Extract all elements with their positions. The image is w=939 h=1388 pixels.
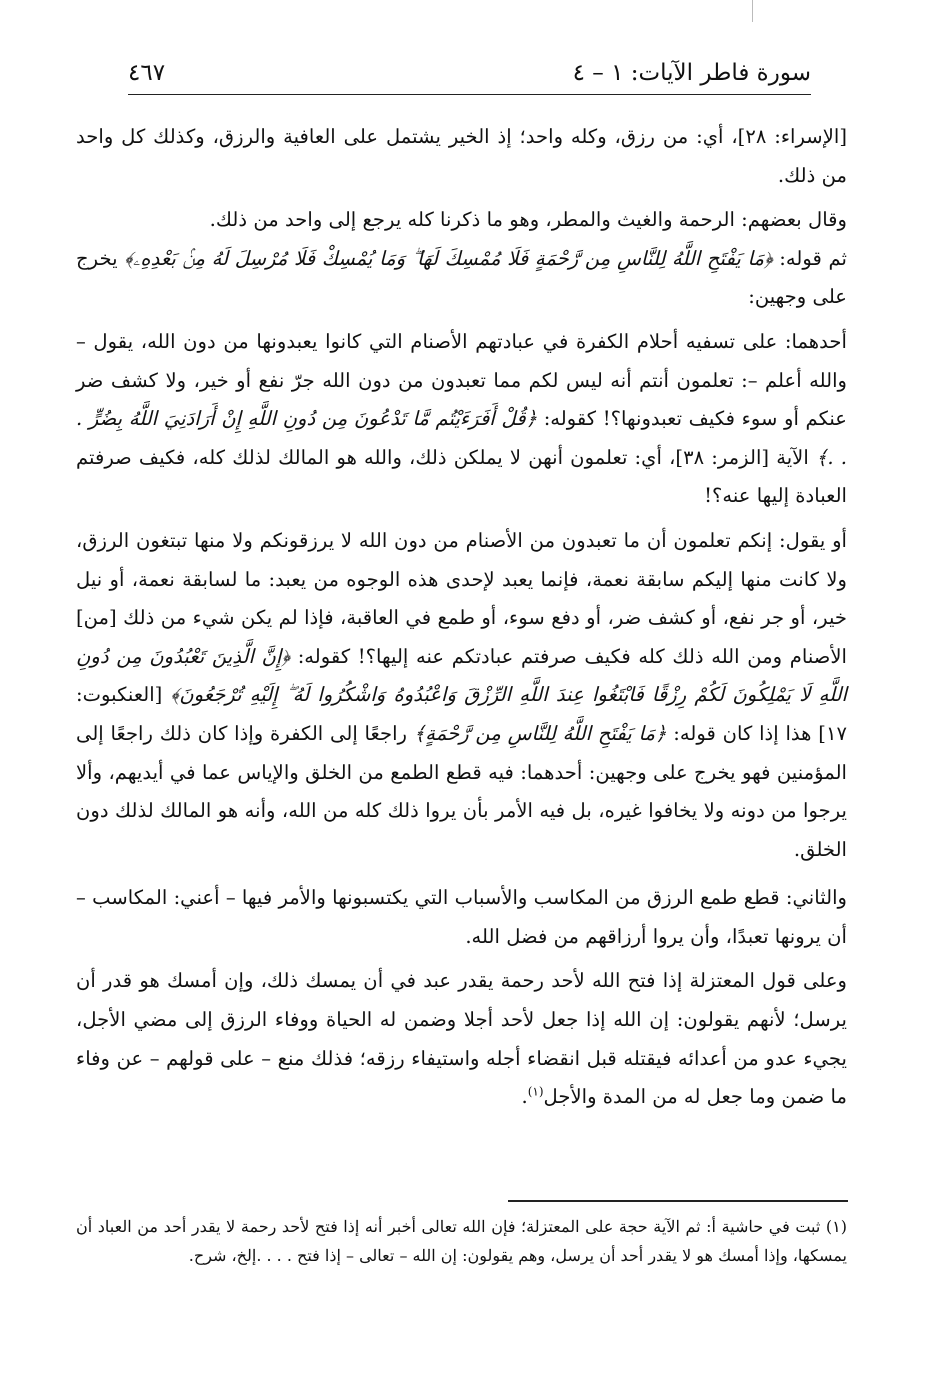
footnote-reference-1[interactable]: (١) xyxy=(527,1084,544,1099)
main-text xyxy=(76,118,847,1117)
paragraph-6-text: والثاني: قطع طمع الرزق من المكاسب والأسباب التي يكتسبونها والأمر فيها – أعني: المكاسب – أن يرونها تعبدًا، وأن يروا أرزاقهم من فضل الله. xyxy=(76,886,847,948)
quran-verse-zumar-38: ﴿قُلْ أَفَرَءَيْتُم مَّا تَدْعُونَ مِن دُونِ اللَّهِ إِنْ أَرَادَنِيَ اللَّهُ بِضُرٍّ . . .﴾ xyxy=(76,407,848,469)
paragraph-6 xyxy=(76,879,847,956)
paragraph-5 xyxy=(76,522,847,869)
quran-verse-fatir-2-short: ﴿مَا يَفْتَحِ اللَّهُ لِلنَّاسِ مِن رَّحْمَةٍ﴾ xyxy=(413,721,667,745)
paragraph-4-text-a: أحدهما: على تسفيه أحلام الكفرة في عبادتهم الأصنام التي كانوا يعبدونها من دون الله، يقول – والله أعلم –: تعلمون أنتم أنه ليس لكم مما تعبدون من دون الله جرّ نفع أو خير، ولا كشف ضر عنكم أو سوء فكيف تعبدونها؟! كقوله: xyxy=(76,329,847,431)
footnote-divider xyxy=(508,1200,848,1202)
paragraph-4-text-b: الآية [الزمر: ٣٨]، أي: تعلمون أنهن لا يملكن ذلك، والله هو المالك لذلك كله، فكيف صرفتم العبادة إليها عنه؟! xyxy=(76,445,847,508)
paragraph-7-end: . xyxy=(521,1085,528,1109)
paragraph-5-text-b: [العنكبوت: ١٧] هذا إذا كان قوله: xyxy=(76,683,847,745)
paragraph-1-text: [الإسراء: ٢٨]، أي: من رزق، وكله واحد؛ إذ الخير يشتمل على العافية والرزق، وكذلك كل واحد من ذلك. xyxy=(76,125,847,187)
paragraph-2 xyxy=(76,201,847,240)
paragraph-7 xyxy=(76,962,847,1116)
paragraph-3-intro: ثم قوله: xyxy=(779,246,847,270)
paragraph-4 xyxy=(76,323,847,516)
binding-edge-line xyxy=(752,0,753,22)
footnote-1: (١) ثبت في حاشية أ: ثم الآية حجة على المعتزلة؛ فإن الله تعالى أخبر أنه إذا فتح لأحد رحمة لا يقدر أحد من العباد أن يمسكها، وإذا أمسك هو لا يقدر أحد أن يرسل، وهم يقولون: إن الله – تعالى – إذا فتح . . . .إلخ، شرح. xyxy=(76,1217,847,1265)
paragraph-5-text-a: أو يقول: إنكم تعلمون أن ما تعبدون من الأصنام من دون الله لا يرزقونكم ولا منها تبتغون الرزق، ولا كانت منها إليكم سابقة نعمة، فإنما يعبد لإحدى هذه الوجوه من يعبد: ما لسابقة نعمة، أو نيل خير، أو جر نفع، أو كشف ضر، أو دفع سوء، أو طمع في العاقبة، فإذا لم يكن شيء من ذلك [من] الأصنام ومن الله ذلك كله فكيف صرفتم عبادتكم عنه إليها؟! كقوله: xyxy=(76,528,848,668)
paragraph-7-text: وعلى قول المعتزلة إذا فتح الله لأحد رحمة يقدر عبد في أن يمسك ذلك، وإن أمسك هو قدر أن يرسل؛ لأنهم يقولون: إن الله إذا جعل لأحد أجلا وضمن له الحياة ووفاء الرزق إلى مضي الأجل، يجيء عدو من أعدائه فيقتله قبل انقضاء أجله واستيفاء رزقه؛ فذلك منع – على قولهم – عن وفاء ما ضمن وما جعل له من المدة والأجل xyxy=(76,969,847,1109)
quran-verse-fatir-2: ﴿مَا يَفْتَحِ اللَّهُ لِلنَّاسِ مِن رَّحْمَةٍ فَلَا مُمْسِكَ لَهَا ۖ وَمَا يُمْسِكْ فَلَا مُرْسِلَ لَهُ مِنۢ بَعْدِهِۦ﴾ xyxy=(124,246,773,270)
paragraph-3-outro: يخرج على وجهين: xyxy=(76,246,847,309)
paragraph-2-text: وقال بعضهم: الرحمة والغيث والمطر، وهو ما ذكرنا كله يرجع إلى واحد من ذلك. xyxy=(209,208,847,232)
paragraph-5-text-c: راجعًا إلى الكفرة وإذا كان ذلك راجعًا إلى المؤمنين فهو يخرج على وجهين: أحدهما: فيه قطع الطمع من الخلق والإياس عما في أيديهم، وألا يرجوا من دونه ولا يخافوا غيره، بل فيه الأمر بأن يروا ذلك كله من الله، وأنه هو المالك لذلك دون الخلق. xyxy=(76,721,847,861)
paragraph-1 xyxy=(76,118,847,195)
quran-verse-ankabut-17: ﴿إِنَّ الَّذِينَ تَعْبُدُونَ مِن دُونِ اللَّهِ لَا يَمْلِكُونَ لَكُمْ رِزْقًا فَابْتَغُوا عِندَ اللَّهِ الرِّزْقَ وَاعْبُدُوهُ وَاشْكُرُوا لَهُ ۖ إِلَيْهِ تُرْجَعُونَ﴾ xyxy=(76,644,848,707)
running-title: سورة فاطر الآيات: ١ – ٤ xyxy=(572,60,811,86)
paragraph-3 xyxy=(76,240,847,317)
page-header xyxy=(128,58,811,95)
page-number: ٤٦٧ xyxy=(128,60,166,86)
footnotes xyxy=(76,1212,847,1270)
